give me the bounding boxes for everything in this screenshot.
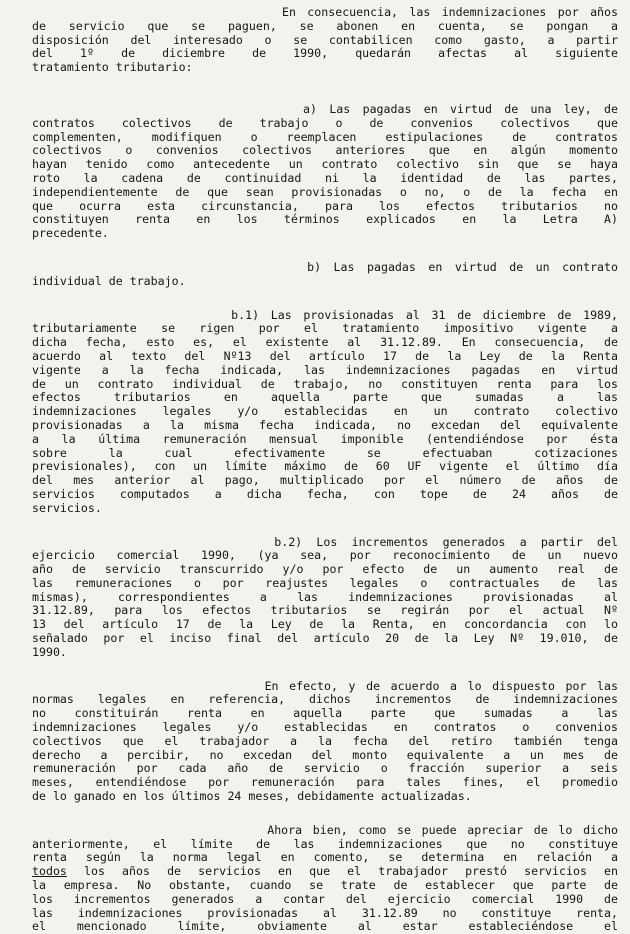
text-line: En consecuencia, las indemnizaciones por años bbox=[32, 5, 618, 19]
text-line: que ocurra esta circunstancia, para los efectos tributarios no bbox=[32, 198, 618, 213]
text-line: disposición del interesado o se contabilicen como gasto, a partir bbox=[32, 32, 618, 47]
text-segment: los años de servicios en que el trabajador prestó servicios en bbox=[66, 864, 618, 879]
underlined-word: todos bbox=[32, 864, 67, 879]
text-line: complementen, modifiquen o reemplacen estipulaciones de contratos bbox=[32, 129, 618, 144]
text-line: En efecto, y de acuerdo a lo dispuesto por las bbox=[32, 678, 618, 693]
text-line: sobre la cual efectivamente se efectuaban cotizaciones bbox=[32, 445, 618, 460]
text-line: servicios computados a dicha fecha, con tope de 24 años de bbox=[32, 486, 618, 501]
text-line: no constituirán renta en aquella parte que sumadas a las bbox=[32, 706, 618, 721]
paragraph-en-efecto bbox=[32, 680, 618, 804]
paragraph-b2 bbox=[32, 536, 618, 660]
text-line: individual de trabajo. bbox=[32, 273, 186, 288]
text-line: la empresa. No obstante, cuando se trate de establecer que parte de bbox=[32, 878, 618, 893]
text-line: vigente a la fecha indicada, las indemnizaciones pagadas en virtud bbox=[32, 362, 618, 377]
text-line: dicha fecha, esto es, el existente al 31.12.89. En consecuencia, de bbox=[32, 335, 618, 350]
text-line: mismas), correspondientes a las indemnizaciones provisionadas al bbox=[32, 589, 618, 604]
text-line: previsionales), con un límite máximo de 60 UF vigente el último día bbox=[32, 459, 618, 474]
text-line: b.1) Las provisionadas al 31 de diciembre de 1989, bbox=[32, 307, 618, 322]
text-line: de servicio que se paguen, se abonen en cuenta, se pongan a bbox=[32, 18, 618, 33]
paragraph-intro bbox=[32, 6, 618, 75]
paragraph-b1 bbox=[32, 309, 618, 516]
text-line: colectivos que el trabajador a la fecha del retiro también tenga bbox=[32, 733, 618, 748]
text-line: hayan tenido como antecedente un contrato colectivo sin que se haya bbox=[32, 157, 618, 172]
text-line: 1990. bbox=[32, 644, 67, 659]
text-line: del mes anterior al pago, multiplicado por el número de años de bbox=[32, 473, 618, 488]
text-line: efectos tributarios en aquella parte que sumadas a las bbox=[32, 390, 618, 405]
text-line: señalado por el inciso final del artículo 20 de la Ley Nº 19.010, de bbox=[32, 631, 618, 646]
text-line: provisionadas a la misma fecha indicada, no excedan del equivalente bbox=[32, 417, 618, 432]
paragraph-letter-a bbox=[32, 103, 618, 241]
text-line: las indemnizaciones provisionadas al 31.12.89 no constituye renta, bbox=[32, 905, 618, 920]
text-line: derecho a percibir, no excedan del monto equivalente a un mes de bbox=[32, 747, 618, 762]
text-line: anteriormente, el límite de las indemnizaciones que no constituye bbox=[32, 836, 618, 851]
text-line: remuneración por cada año de servicio o fracción superior a seis bbox=[32, 761, 618, 776]
text-line: roto la cadena de continuidad ni la identidad de las partes, bbox=[32, 170, 618, 185]
text-line: Ahora bien, como se puede apreciar de lo dicho bbox=[32, 822, 618, 837]
text-line: las remuneraciones o por reajustes legales o contractuales de las bbox=[32, 575, 618, 590]
text-line: tratamiento tributario: bbox=[32, 60, 193, 75]
text-line: 13 del artículo 17 de la Ley de la Renta, en concordancia con lo bbox=[32, 617, 618, 632]
text-line: b) Las pagadas en virtud de un contrato bbox=[32, 259, 618, 274]
text-line: de un contrato individual de trabajo, no constituyen renta para los bbox=[32, 376, 618, 391]
text-line: 31.12.89, para los efectos tributarios se regirán por el actual Nº bbox=[32, 603, 618, 618]
text-line: b.2) Los incrementos generados a partir del bbox=[32, 534, 618, 549]
text-line bbox=[32, 865, 618, 879]
text-line: ejercicio comercial 1990, (ya sea, por reconocimiento de un nuevo bbox=[32, 548, 618, 563]
text-line: renta según la norma legal en comento, se determina en relación a bbox=[32, 850, 618, 865]
text-line: el mencionado límite, obviamente al estar estableciéndose el bbox=[32, 919, 618, 934]
text-line: a) Las pagadas en virtud de una ley, de bbox=[32, 101, 618, 116]
text-line: precedente. bbox=[32, 226, 109, 241]
text-line: meses, entendiéndose por remuneración para tales fines, el promedio bbox=[32, 775, 618, 790]
paragraph-letter-b bbox=[32, 261, 618, 289]
text-line: normas legales en referencia, dichos incrementos de indemnizaciones bbox=[32, 692, 618, 707]
text-line: del 1º de diciembre de 1990, quedarán afectas al siguiente bbox=[32, 46, 618, 61]
text-line: tributariamente se rigen por el tratamiento impositivo vigente a bbox=[32, 321, 618, 336]
text-line: contratos colectivos de trabajo o de convenios colectivos que bbox=[32, 115, 618, 130]
text-line: de lo ganado en los últimos 24 meses, debidamente actualizadas. bbox=[32, 789, 472, 804]
text-line: acuerdo al texto del Nº13 del artículo 17 de la Ley de la Renta bbox=[32, 348, 618, 363]
text-line: los incrementos generados a contar del ejercicio comercial 1990 de bbox=[32, 891, 618, 906]
text-line: año de servicio transcurrido y/o por efecto de un aumento real de bbox=[32, 562, 618, 577]
text-line: constituyen renta en los términos explicados en la Letra A) bbox=[32, 212, 618, 227]
paragraph-ahora-bien bbox=[32, 824, 618, 934]
text-line: colectivos o convenios colectivos anteriores que en algún momento bbox=[32, 143, 618, 158]
text-line: indemnizaciones legales y/o establecidas en un contrato colectivo bbox=[32, 404, 618, 419]
text-line: indemnizaciones legales y/o establecidas en contratos o convenios bbox=[32, 720, 618, 735]
text-line: a la última remuneración mensual imponible (entendiéndose por ésta bbox=[32, 431, 618, 446]
text-line: independientemente de que sean provisionadas o no, o de la fecha en bbox=[32, 184, 618, 199]
text-line: servicios. bbox=[32, 500, 102, 515]
